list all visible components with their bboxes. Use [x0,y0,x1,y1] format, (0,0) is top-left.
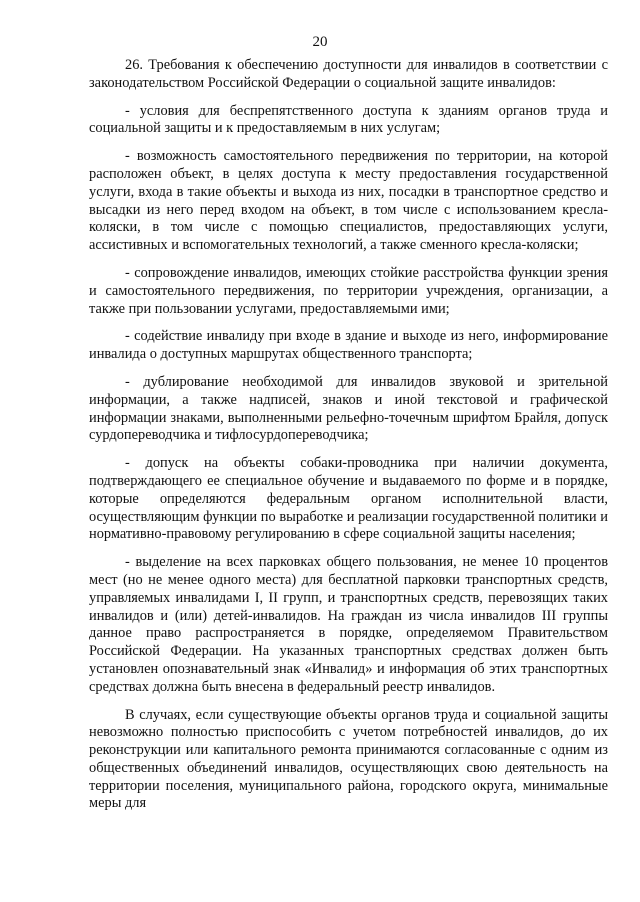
paragraph-guide-dog: - допуск на объекты собаки-проводника при наличии документа, подтверждающего ее специальное обучение и выдаваемого по форме и в порядке, которые определяются федеральным органом исполнительной власти, осуществляющим функции по выработке и реализации государственной политики и нормативно-правовому регулированию в сфере социальной защиты населения; [89,455,608,543]
paragraph-escort: - сопровождение инвалидов, имеющих стойкие расстройства функции зрения и самостоятельного передвижения, по территории учреждения, организации, а также при пользовании услугами, предоставляемыми ими; [89,264,608,317]
paragraph-adaptation-cases: В случаях, если существующие объекты органов труда и социальной защиты невозможно полностью приспособить с учетом потребностей инвалидов, до их реконструкции или капитального ремонта принимаются согласованные с одним из общественных объединений инвалидов, осуществляющих свою деятельность на территории поселения, муниципального района, городского округа, минимальные меры для [89,706,608,812]
paragraph-assistance-entry: - содействие инвалиду при входе в здание и выходе из него, информирование инвалида о доступных маршрутах общественного транспорта; [89,328,608,363]
paragraph-parking: - выделение на всех парковках общего пользования, не менее 10 процентов мест (но не менее одного места) для бесплатной парковки транспортных средств, управляемых инвалидами I, II групп, и транспортных средств, перевозящих таких инвалидов и (или) детей-инвалидов. На граждан из числа инвалидов III группы данное право распространяется в порядке, определяемом Правительством Российской Федерации. На указанных транспортных средствах должен быть установлен опознавательный знак «Инвалид» и информация об этих транспортных средствах должна быть внесена в федеральный реестр инвалидов. [89,554,608,695]
paragraph-independent-movement: - возможность самостоятельного передвижения по территории, на которой расположен объект, в целях доступа к месту предоставления государственной услуги, входа в такие объекты и выхода из них, посадки в транспортное средство и высадки из него перед входом на объект, в том числе с использованием кресла-коляски, в том числе с помощью специалистов, предоставляющих услуги, ассистивных и вспомогательных технологий, а также сменного кресла-коляски; [89,148,608,254]
paragraph-requirements-heading: 26. Требования к обеспечению доступности для инвалидов в соответствии с законодательством Российской Федерации о социальной защите инвалидов: [89,57,608,91]
paragraph-information-duplication: - дублирование необходимой для инвалидов звуковой и зрительной информации, а также надписей, знаков и иной текстовой и графической информации знаками, выполненными рельефно-точечным шрифтом Брайля, допуск сурдопереводчика и тифлосурдопереводчика; [89,373,608,444]
document-body [89,57,608,813]
page-number: 20 [312,34,328,50]
paragraph-access-conditions: - условия для беспрепятственного доступа к зданиям органов труда и социальной защиты и к предоставляемым в них услугам; [89,102,608,137]
